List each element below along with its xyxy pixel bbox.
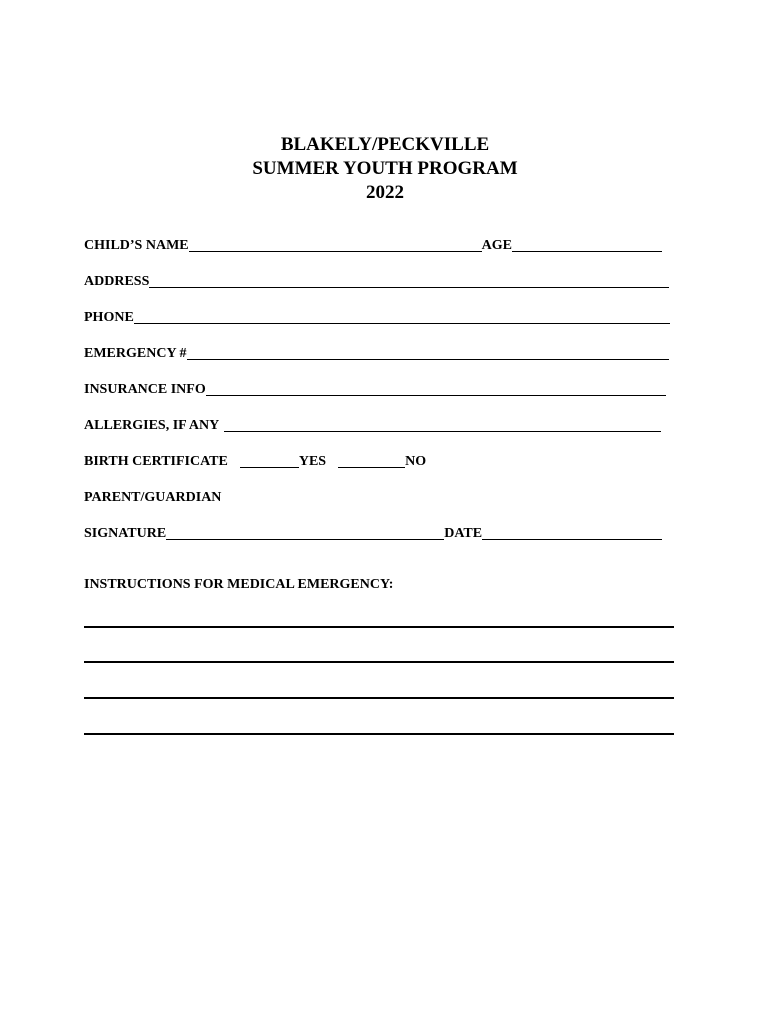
medical-instructions-line[interactable] [84, 733, 674, 735]
title-line-1: BLAKELY/PECKVILLE [280, 134, 490, 155]
medical-instructions-line[interactable] [84, 626, 674, 628]
birth-certificate-no-blank[interactable] [338, 453, 405, 468]
age-label: AGE [481, 238, 512, 253]
allergies-label: ALLERGIES, IF ANY [84, 418, 220, 433]
signature-row [84, 522, 662, 542]
birth-certificate-yes-blank[interactable] [240, 453, 299, 468]
birth-certificate-label: BIRTH CERTIFICATE [84, 454, 228, 469]
childs-name-row [84, 234, 662, 254]
childs-name-label: CHILD’S NAME [84, 238, 189, 253]
medical-emergency-heading: INSTRUCTIONS FOR MEDICAL EMERGENCY: [84, 577, 394, 592]
birth-certificate-no-label: NO [405, 454, 427, 469]
insurance-row [84, 378, 666, 398]
birth-certificate-yes-label: YES [298, 454, 327, 469]
phone-label: PHONE [84, 310, 134, 325]
date-label: DATE [444, 526, 483, 541]
allergies-row [84, 414, 661, 434]
birth-certificate-row [84, 450, 426, 470]
title-line-3: 2022 [366, 182, 404, 203]
address-label: ADDRESS [84, 274, 150, 289]
signature-label: SIGNATURE [84, 526, 167, 541]
allergies-field[interactable] [224, 417, 661, 432]
emergency-field[interactable] [187, 345, 669, 360]
parent-guardian-row [84, 486, 221, 506]
phone-row [84, 306, 670, 326]
title-line-2: SUMMER YOUTH PROGRAM [252, 158, 518, 179]
age-field[interactable] [512, 237, 662, 252]
emergency-label: EMERGENCY # [84, 346, 187, 361]
emergency-row [84, 342, 669, 362]
address-field[interactable] [149, 273, 669, 288]
childs-name-field[interactable] [189, 237, 482, 252]
medical-instructions-line[interactable] [84, 697, 674, 699]
medical-instructions-line[interactable] [84, 661, 674, 663]
parent-guardian-label: PARENT/GUARDIAN [84, 490, 222, 505]
date-field[interactable] [482, 525, 662, 540]
phone-field[interactable] [134, 309, 670, 324]
address-row [84, 270, 669, 290]
insurance-label: INSURANCE INFO [84, 382, 206, 397]
insurance-field[interactable] [206, 381, 666, 396]
signature-field[interactable] [166, 525, 444, 540]
